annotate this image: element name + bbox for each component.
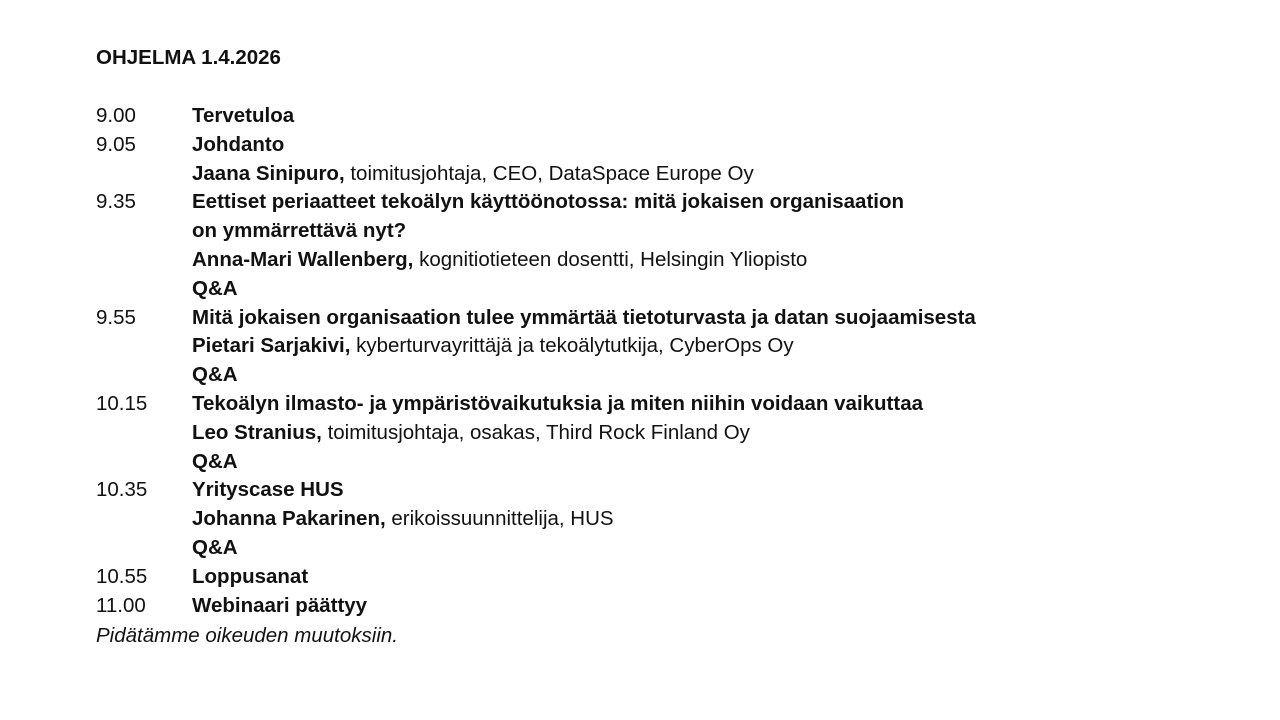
speaker-name: Pietari Sarjakivi, xyxy=(192,334,351,358)
item-title: Tervetuloa xyxy=(192,104,295,127)
item-time: 10.15 xyxy=(96,391,148,415)
item-time: 11.00 xyxy=(96,593,146,617)
item-content xyxy=(192,476,1196,562)
program-item xyxy=(96,188,1196,303)
item-title-continued: on ymmärrettävä nyt? xyxy=(192,219,407,243)
qa-label: Q&A xyxy=(192,363,238,387)
item-content xyxy=(192,131,1196,189)
qa-label: Q&A xyxy=(192,449,238,473)
program-item xyxy=(96,390,1196,476)
speaker-line xyxy=(192,246,1196,275)
program-item xyxy=(96,102,1196,131)
speaker-name: Anna-Mari Wallenberg, xyxy=(192,247,414,271)
program-item xyxy=(96,131,1196,189)
item-time: 9.00 xyxy=(96,104,136,127)
program-item xyxy=(96,476,1196,562)
program-document xyxy=(96,44,1196,620)
item-time: 9.35 xyxy=(96,190,136,214)
speaker-name: Johanna Pakarinen, xyxy=(192,507,386,531)
speaker-role: toimitusjohtaja, CEO, DataSpace Europe Oy xyxy=(350,161,754,185)
program-title: OHJELMA 1.4.2026 xyxy=(96,46,281,69)
item-content xyxy=(192,563,1196,592)
qa-label: Q&A xyxy=(192,535,238,559)
qa-label: Q&A xyxy=(192,276,238,300)
item-content xyxy=(192,304,1196,390)
speaker-role: erikoissuunnittelija, HUS xyxy=(391,507,614,531)
speaker-line xyxy=(192,505,1196,534)
speaker-name: Jaana Sinipuro, xyxy=(192,161,345,185)
program-item xyxy=(96,563,1196,592)
speaker-line xyxy=(192,160,1196,189)
speaker-line xyxy=(192,419,1196,448)
disclaimer-note: Pidätämme oikeuden muutoksiin. xyxy=(96,624,398,647)
program-item xyxy=(96,304,1196,390)
item-time: 10.35 xyxy=(96,478,148,502)
item-content xyxy=(192,592,1196,621)
speaker-name: Leo Stranius, xyxy=(192,420,322,444)
item-title: Johdanto xyxy=(192,132,285,156)
item-title: Yrityscase HUS xyxy=(192,478,344,502)
item-time: 10.55 xyxy=(96,564,148,588)
item-content xyxy=(192,102,1196,131)
speaker-line xyxy=(192,332,1196,361)
item-title: Loppusanat xyxy=(192,564,309,588)
speaker-role: toimitusjohtaja, osakas, Third Rock Finland Oy xyxy=(327,420,750,444)
item-title: Mitä jokaisen organisaation tulee ymmärtää tietoturvasta ja datan suojaamisesta xyxy=(192,305,976,329)
speaker-role: kognitiotieteen dosentti, Helsingin Yliopisto xyxy=(419,247,808,271)
program-item xyxy=(96,592,1196,621)
item-title: Eettiset periaatteet tekoälyn käyttöönotossa: mitä jokaisen organisaation xyxy=(192,190,905,214)
item-content xyxy=(192,390,1196,476)
item-content xyxy=(192,188,1196,303)
item-title: Webinaari päättyy xyxy=(192,593,368,617)
item-time: 9.05 xyxy=(96,132,136,156)
item-title: Tekoälyn ilmasto- ja ympäristövaikutuksia ja miten niihin voidaan vaikuttaa xyxy=(192,391,924,415)
speaker-role: kyberturvayrittäjä ja tekoälytutkija, CyberOps Oy xyxy=(356,334,794,358)
item-time: 9.55 xyxy=(96,305,136,329)
